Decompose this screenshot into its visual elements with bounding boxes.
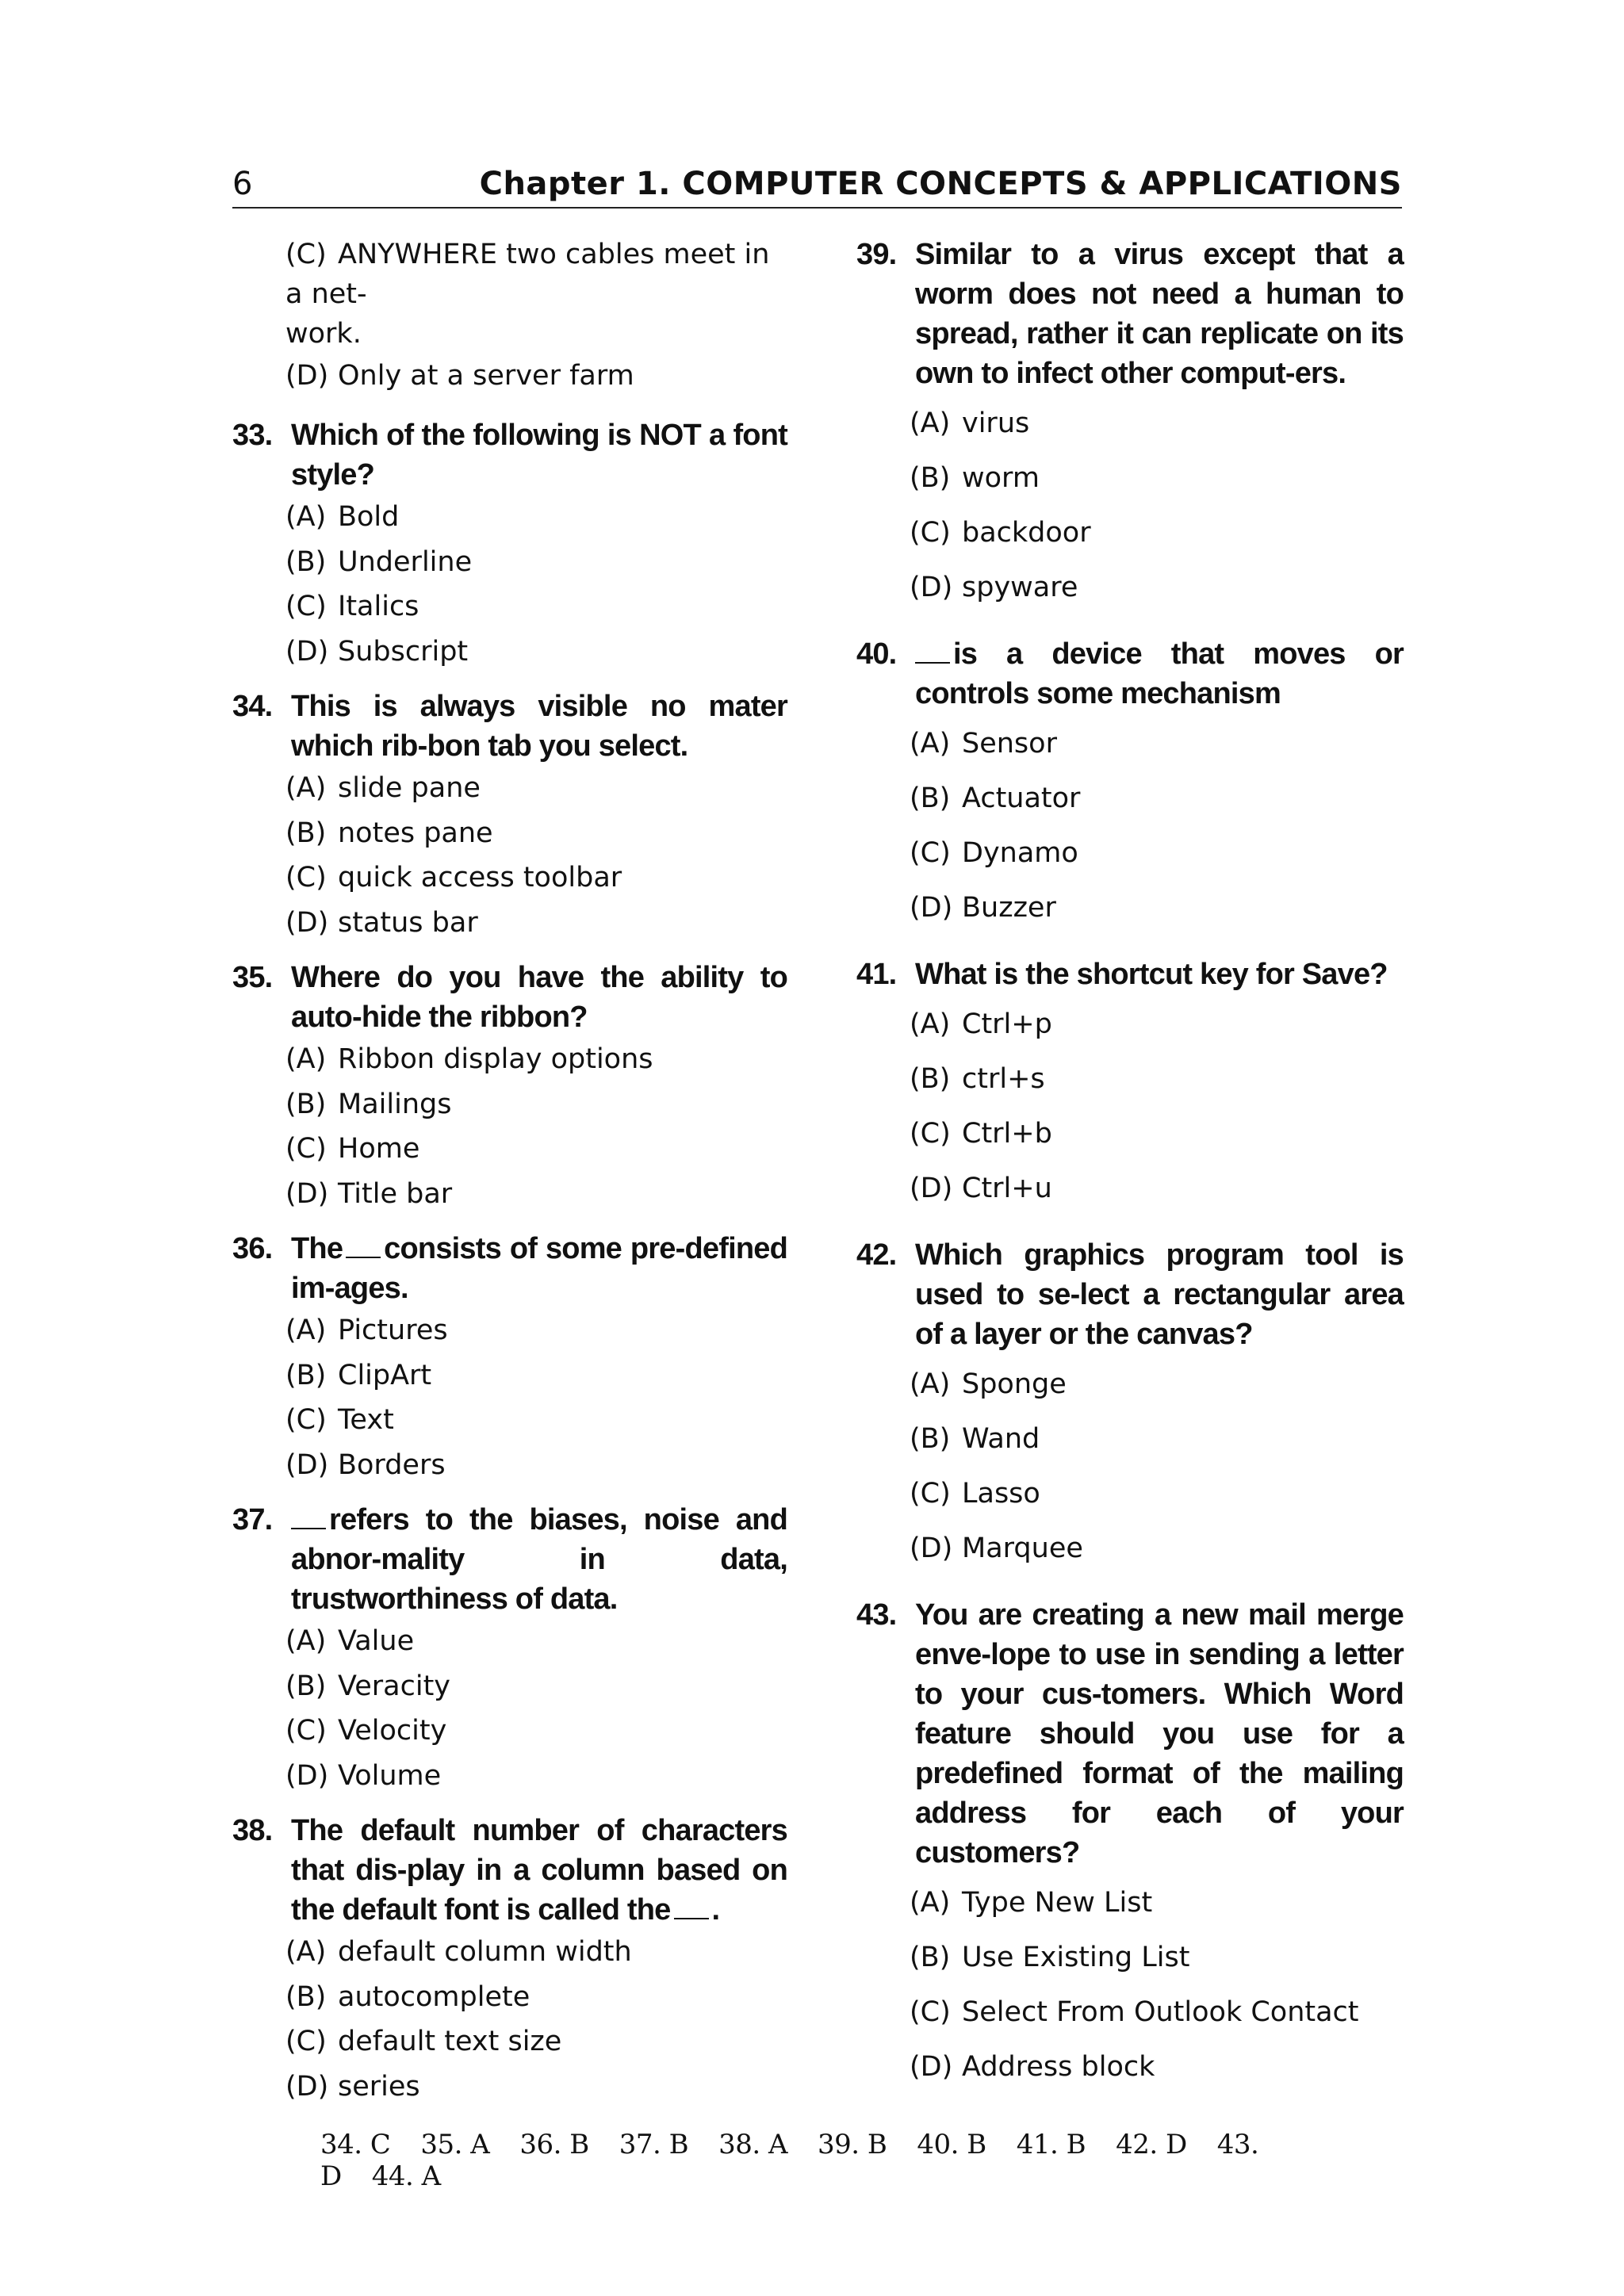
option-letter: (C) — [910, 1478, 951, 1510]
option-item — [856, 1467, 1404, 1521]
option-item — [856, 881, 1404, 936]
continued-options — [232, 235, 787, 398]
option-letter: (B) — [910, 1423, 951, 1455]
option-letter: (A) — [285, 1043, 327, 1075]
answer-item: 44. A — [371, 2160, 441, 2192]
option-text: Only at a server farm — [338, 360, 634, 392]
option-letter: (D) — [910, 1533, 953, 1564]
question-stem: Which graphics program tool is used to se-lect a rectangular area of a layer or the canvas? — [915, 1238, 1404, 1351]
option-letter: (B) — [285, 1980, 327, 2013]
option-item — [856, 717, 1404, 771]
option-letter: (C) — [910, 517, 951, 549]
option-item — [856, 506, 1404, 561]
question-text — [856, 1235, 1404, 1354]
options-list — [232, 1930, 787, 2109]
option-text: Volume — [338, 1759, 442, 1792]
option-letter: (C) — [910, 1996, 951, 2028]
option-text: quick access toolbar — [338, 862, 622, 894]
option-text: Italics — [338, 591, 419, 622]
answer-item: 40. B — [917, 2129, 986, 2160]
question-text — [232, 1229, 787, 1308]
option-item — [856, 451, 1404, 506]
option-letter: (B) — [285, 817, 327, 849]
question-number: 41. — [856, 958, 897, 991]
question-stem: consists of some pre-defined im-ages. — [291, 1232, 787, 1305]
answer-item: 41. B — [1016, 2129, 1086, 2160]
option-item — [232, 1930, 787, 1975]
option-item — [856, 826, 1404, 881]
options-list — [856, 1357, 1404, 1576]
option-text: Bold — [338, 501, 400, 533]
option-letter: (B) — [285, 1670, 327, 1702]
answer-blank — [346, 1233, 381, 1258]
answer-item: 37. B — [619, 2129, 689, 2160]
question-stem: This is always visible no mater which rib-bon tab you select. — [291, 690, 787, 763]
options-list — [856, 1876, 1404, 2095]
options-list — [232, 1308, 787, 1487]
option-item — [856, 1985, 1404, 2040]
option-letter: (D) — [285, 360, 329, 392]
option-text: Sponge — [962, 1368, 1067, 1400]
option-letter: (B) — [910, 462, 951, 494]
question-36 — [232, 1229, 787, 1487]
answer-item: 43. D — [320, 2129, 1259, 2192]
option-letter: (C) — [285, 1404, 327, 1436]
option-item — [856, 1161, 1404, 1216]
option-item — [285, 354, 787, 398]
option-item — [232, 1082, 787, 1127]
option-item — [856, 561, 1404, 615]
question-38 — [232, 1811, 787, 2109]
answer-item: 42. D — [1116, 2129, 1187, 2160]
option-letter: (D) — [910, 1173, 953, 1204]
option-text: default text size — [338, 2026, 562, 2057]
option-letter: (D) — [285, 635, 329, 668]
option-item — [856, 1876, 1404, 1931]
option-text: series — [338, 2070, 420, 2103]
option-letter: (B) — [285, 1359, 327, 1391]
options-list — [856, 997, 1404, 1216]
question-text — [232, 1500, 787, 1619]
option-letter: (C) — [285, 1133, 327, 1165]
option-letter: (B) — [910, 783, 951, 814]
options-list — [232, 1037, 787, 1216]
option-letter: (C) — [285, 862, 327, 894]
option-text: Dynamo — [962, 837, 1078, 869]
question-43 — [856, 1595, 1404, 2095]
option-text-continued: work. — [285, 318, 362, 350]
option-item — [856, 1521, 1404, 1576]
option-text: Underline — [338, 545, 473, 578]
option-item — [856, 1412, 1404, 1467]
option-item — [232, 1172, 787, 1217]
question-stem: You are creating a new mail merge enve-lope to use in sending a letter to your cus-tomers. Which Word feature should you use for a predefined format of the mailing address for each of your customers? — [915, 1598, 1404, 1869]
option-text: Veracity — [338, 1670, 450, 1702]
question-stem: The — [291, 1232, 343, 1265]
option-text: ClipArt — [338, 1359, 432, 1391]
option-letter: (D) — [285, 1177, 329, 1210]
option-item — [232, 1398, 787, 1443]
question-number: 34. — [232, 690, 273, 723]
question-stem: Which of the following is NOT a font style? — [291, 419, 787, 492]
option-text: Ribbon display options — [338, 1043, 653, 1075]
question-40 — [856, 634, 1404, 936]
option-text: autocomplete — [338, 1980, 530, 2013]
option-text: Wand — [962, 1423, 1040, 1455]
question-stem: Similar to a virus except that a worm does not need a human to spread, rather it can replicate on its own to infect other comput-ers. — [915, 238, 1404, 390]
option-text: Home — [338, 1133, 420, 1165]
option-item — [856, 1052, 1404, 1107]
option-item — [232, 584, 787, 629]
option-letter: (A) — [285, 1314, 327, 1346]
option-text: ctrl+s — [962, 1063, 1045, 1095]
answer-item: 38. A — [718, 2129, 788, 2160]
option-letter: (D) — [285, 1759, 329, 1792]
option-item — [856, 1357, 1404, 1412]
question-number: 38. — [232, 1814, 273, 1847]
option-text: Lasso — [962, 1478, 1040, 1510]
question-number: 42. — [856, 1238, 897, 1272]
question-35 — [232, 958, 787, 1216]
options-list — [232, 495, 787, 674]
option-letter: (A) — [285, 1625, 327, 1657]
chapter-title: Chapter 1. COMPUTER CONCEPTS & APPLICATIONS — [479, 166, 1402, 202]
option-item — [232, 855, 787, 901]
option-text: Select From Outlook Contact — [962, 1996, 1359, 2028]
option-item — [232, 495, 787, 540]
option-item — [232, 540, 787, 585]
question-34 — [232, 687, 787, 945]
option-item — [232, 1709, 787, 1754]
option-text: Use Existing List — [962, 1942, 1190, 1973]
option-letter: (A) — [910, 408, 951, 439]
question-text — [232, 1811, 787, 1930]
answer-item: 39. B — [818, 2129, 887, 2160]
option-text: Text — [338, 1404, 394, 1436]
question-stem: . — [711, 1893, 720, 1927]
option-text: Pictures — [338, 1314, 448, 1346]
header-rule — [232, 207, 1402, 209]
option-text: status bar — [338, 906, 478, 939]
question-text — [856, 634, 1404, 714]
option-letter: (B) — [285, 545, 327, 578]
option-letter: (B) — [285, 1088, 327, 1120]
option-item — [232, 2064, 787, 2110]
option-letter: (A) — [910, 1887, 951, 1919]
options-list — [856, 717, 1404, 936]
option-letter: (A) — [910, 728, 951, 760]
answer-blank — [674, 1894, 709, 1919]
option-item — [856, 1107, 1404, 1161]
option-letter: (C) — [910, 1118, 951, 1150]
option-text: notes pane — [338, 817, 493, 849]
question-39 — [856, 235, 1404, 615]
option-text: virus — [962, 408, 1030, 439]
option-item — [232, 1037, 787, 1082]
question-number: 36. — [232, 1232, 273, 1265]
question-text — [232, 687, 787, 766]
option-item — [285, 235, 787, 314]
option-letter: (C) — [285, 2026, 327, 2057]
answer-blank — [291, 1504, 326, 1529]
question-33 — [232, 415, 787, 674]
right-column — [856, 235, 1404, 2095]
question-42 — [856, 1235, 1404, 1576]
option-text: Actuator — [962, 783, 1081, 814]
question-number: 40. — [856, 637, 897, 671]
option-text: Buzzer — [962, 892, 1056, 924]
option-letter: (A) — [910, 1368, 951, 1400]
left-column — [232, 235, 787, 2109]
question-stem: What is the shortcut key for Save? — [915, 958, 1388, 991]
option-item — [232, 629, 787, 675]
options-list — [232, 1619, 787, 1798]
option-text: Address block — [962, 2051, 1155, 2083]
question-text — [856, 1595, 1404, 1873]
option-text: Borders — [338, 1448, 446, 1481]
page-header — [232, 163, 1402, 207]
option-item — [856, 1931, 1404, 1985]
options-list — [232, 766, 787, 945]
question-41 — [856, 955, 1404, 1216]
option-letter: (C) — [910, 837, 951, 869]
option-text: Marquee — [962, 1533, 1083, 1564]
option-text: Ctrl+p — [962, 1008, 1052, 1040]
option-letter: (D) — [910, 892, 953, 924]
option-letter: (A) — [285, 501, 327, 533]
option-text: Subscript — [338, 635, 469, 668]
option-item — [856, 771, 1404, 826]
option-text: Ctrl+b — [962, 1118, 1052, 1150]
option-letter: (D) — [910, 572, 953, 603]
option-text: backdoor — [962, 517, 1091, 549]
question-text — [232, 958, 787, 1037]
question-stem: The default number of characters that dis-play in a column based on the default font is called the — [291, 1814, 787, 1927]
option-text: Value — [338, 1625, 415, 1657]
question-number: 43. — [856, 1598, 897, 1632]
question-number: 39. — [856, 238, 897, 271]
option-item — [856, 396, 1404, 451]
option-text: ANYWHERE two cables meet in a net- — [285, 239, 770, 310]
option-letter: (B) — [910, 1063, 951, 1095]
option-text: Mailings — [338, 1088, 452, 1120]
option-item — [232, 1127, 787, 1172]
option-item — [232, 1353, 787, 1399]
answer-item: 35. A — [420, 2129, 490, 2160]
question-text — [232, 415, 787, 495]
option-letter: (C) — [285, 591, 327, 622]
option-text: Ctrl+u — [962, 1173, 1052, 1204]
question-number: 37. — [232, 1503, 273, 1536]
option-text: Velocity — [338, 1715, 447, 1747]
question-text — [856, 235, 1404, 393]
question-stem: refers to the biases, noise and abnor-mality in data, trustworthiness of data. — [291, 1503, 787, 1616]
option-letter: (A) — [285, 772, 327, 804]
option-text: default column width — [338, 1936, 632, 1968]
option-letter: (C) — [285, 1715, 327, 1747]
option-item — [856, 997, 1404, 1052]
option-item — [232, 1443, 787, 1488]
option-letter: (D) — [285, 1448, 329, 1481]
option-item — [232, 766, 787, 811]
option-letter: (C) — [285, 239, 327, 270]
option-text: spyware — [962, 572, 1078, 603]
answer-item: 36. B — [519, 2129, 589, 2160]
question-stem: is a device that moves or controls some mechanism — [915, 637, 1404, 710]
option-letter: (A) — [910, 1008, 951, 1040]
option-letter: (D) — [285, 2070, 329, 2103]
option-letter: (D) — [285, 906, 329, 939]
option-item — [856, 2040, 1404, 2095]
option-item — [232, 901, 787, 946]
question-text — [856, 955, 1404, 994]
option-item — [232, 1975, 787, 2020]
question-stem: Where do you have the ability to auto-hide the ribbon? — [291, 961, 787, 1034]
option-item — [232, 2019, 787, 2064]
page-number: 6 — [232, 166, 253, 202]
option-item — [232, 811, 787, 856]
answer-blank — [915, 638, 950, 664]
option-text: worm — [962, 462, 1040, 494]
option-item — [232, 1619, 787, 1664]
option-item — [232, 1664, 787, 1709]
answer-key — [320, 2129, 1351, 2192]
options-list — [856, 396, 1404, 615]
option-letter: (B) — [910, 1942, 951, 1973]
question-number: 33. — [232, 419, 273, 452]
question-number: 35. — [232, 961, 273, 994]
option-item — [232, 1754, 787, 1799]
option-item — [232, 1308, 787, 1353]
answer-item: 34. C — [320, 2129, 391, 2160]
option-text: Type New List — [962, 1887, 1153, 1919]
option-text: Title bar — [338, 1177, 453, 1210]
option-text: slide pane — [338, 772, 481, 804]
question-37 — [232, 1500, 787, 1798]
option-text: Sensor — [962, 728, 1057, 760]
option-letter: (D) — [910, 2051, 953, 2083]
option-letter: (A) — [285, 1936, 327, 1968]
